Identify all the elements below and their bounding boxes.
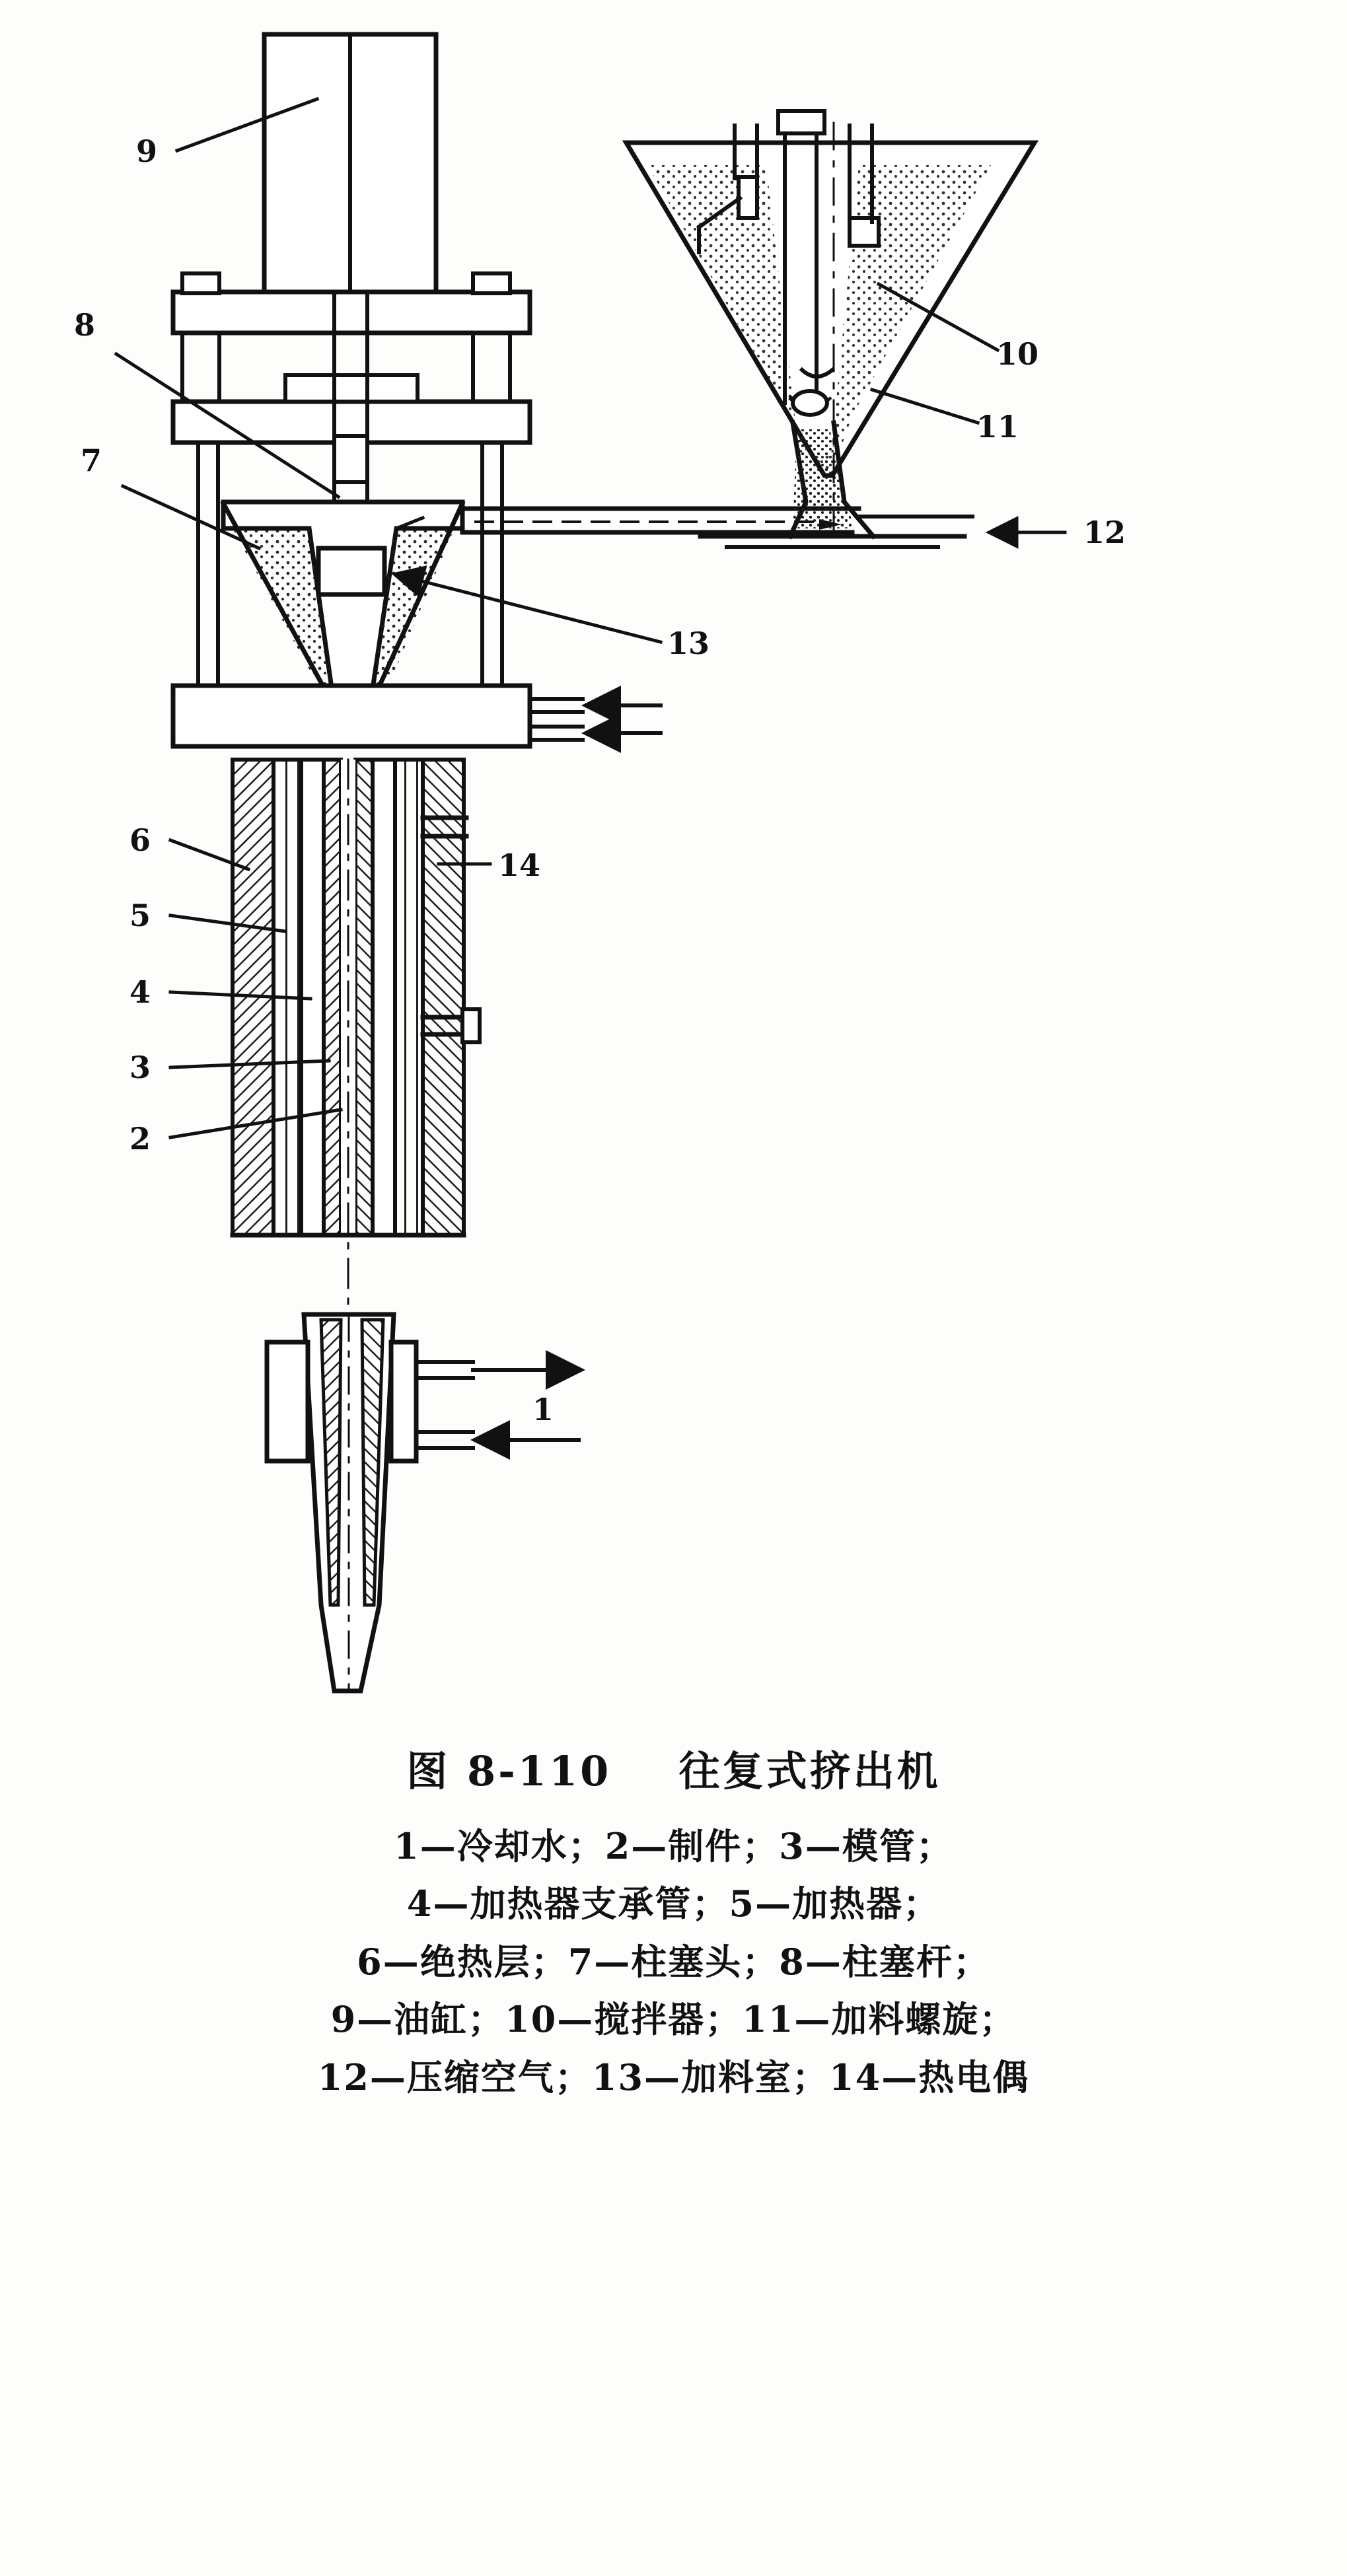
callout-9: 9 <box>135 133 158 169</box>
callout-7: 7 <box>80 443 102 478</box>
part-cooling-water-jacket <box>267 1314 579 1691</box>
legend-line-1: 1—冷却水；2—制件；3—模管； <box>394 1824 953 1867</box>
callout-12: 12 <box>1083 515 1126 550</box>
legend-line-5: 12—压缩空气；13—加料室；14—热电偶 <box>317 2056 1030 2098</box>
legend-line-2: 4—加热器支承管；5—加热器； <box>406 1882 941 1925</box>
part-hydraulic-cylinder <box>264 34 436 292</box>
part-lower-flange <box>173 686 661 746</box>
callout-3: 3 <box>129 1050 151 1085</box>
callout-13: 13 <box>667 626 710 661</box>
figure-title: 图 8-110 往复式挤出机 <box>406 1747 941 1795</box>
part-barrel-assembly <box>233 760 480 1321</box>
callout-2: 2 <box>129 1121 151 1157</box>
callout-1: 1 <box>532 1392 554 1427</box>
callout-8: 8 <box>73 307 96 343</box>
legend-line-4: 9—油缸；10—搅拌器；11—加料螺旋； <box>330 1998 1017 2041</box>
callout-11: 11 <box>976 409 1019 445</box>
part-feed-chamber <box>223 502 462 707</box>
callout-14: 14 <box>497 847 541 883</box>
callout-5: 5 <box>129 898 151 933</box>
callout-10: 10 <box>996 336 1039 372</box>
callout-6: 6 <box>129 822 151 858</box>
figure-caption-block <box>0 1744 1347 2106</box>
callout-4: 4 <box>129 974 151 1010</box>
legend-line-3: 6—绝热层；7—柱塞头；8—柱塞杆； <box>357 1940 990 1983</box>
part-right-hopper <box>626 111 1035 547</box>
